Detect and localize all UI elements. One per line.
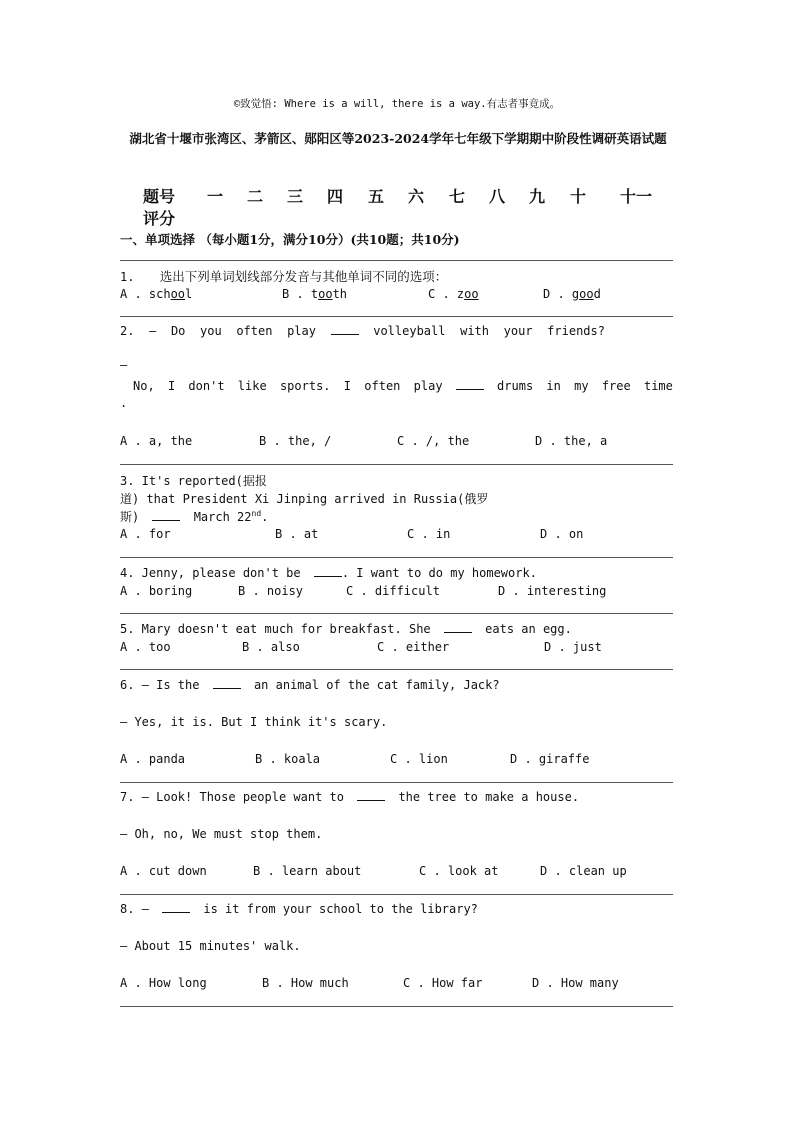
text: 5. Mary doesn't eat much for breakfast. She bbox=[120, 622, 431, 636]
question-8-reply: — About 15 minutes' walk. bbox=[120, 939, 301, 953]
text: March 22 bbox=[193, 510, 252, 524]
option-c[interactable]: C . /, the bbox=[397, 434, 470, 448]
option-text: th bbox=[332, 287, 348, 301]
score-column-1: 一 bbox=[207, 187, 224, 206]
option-d[interactable] bbox=[543, 287, 601, 301]
word: time bbox=[643, 379, 673, 393]
option-d[interactable]: D . on bbox=[540, 527, 584, 541]
divider bbox=[120, 894, 673, 895]
option-text: C . z bbox=[428, 287, 465, 301]
word: volleyball bbox=[373, 324, 446, 338]
word: in bbox=[546, 379, 561, 393]
score-column-10: 十 bbox=[570, 187, 587, 206]
option-b[interactable]: B . koala bbox=[255, 752, 321, 766]
question-4 bbox=[120, 566, 537, 580]
underlined-letters: oo bbox=[464, 287, 479, 301]
section-heading: 一、单项选择 （每小题1分，满分10分）(共10题；共10分) bbox=[120, 232, 460, 247]
question-5 bbox=[120, 622, 572, 636]
divider bbox=[120, 557, 673, 558]
answer-blank[interactable] bbox=[331, 324, 359, 335]
question-8 bbox=[120, 902, 478, 916]
word: often bbox=[364, 379, 401, 393]
score-column-2: 二 bbox=[247, 187, 264, 206]
option-b[interactable]: B . learn about bbox=[253, 864, 362, 878]
question-number: 1. bbox=[120, 270, 135, 284]
text: . I want to do my homework. bbox=[341, 566, 537, 580]
option-c[interactable]: C . in bbox=[407, 527, 451, 541]
word: like bbox=[237, 379, 267, 393]
word: play bbox=[413, 379, 443, 393]
option-text: B . t bbox=[282, 287, 319, 301]
option-a[interactable]: A . a, the bbox=[120, 434, 193, 448]
word: your bbox=[503, 324, 533, 338]
option-c[interactable] bbox=[428, 287, 479, 301]
divider bbox=[120, 782, 673, 783]
option-text: d bbox=[593, 287, 601, 301]
question-3-line-2: 道) that President Xi Jinping arrived in Russia(俄罗 bbox=[120, 492, 489, 506]
option-b[interactable]: B . at bbox=[275, 527, 319, 541]
option-a[interactable]: A . too bbox=[120, 640, 171, 654]
option-a[interactable]: A . boring bbox=[120, 584, 193, 598]
word: Do bbox=[170, 324, 186, 338]
text: eats an egg. bbox=[485, 622, 572, 636]
option-b[interactable]: B . noisy bbox=[238, 584, 304, 598]
option-a[interactable]: A . cut down bbox=[120, 864, 207, 878]
text: 6. — Is the bbox=[120, 678, 200, 692]
answer-blank[interactable] bbox=[314, 566, 342, 577]
option-text: A . sch bbox=[120, 287, 171, 301]
text: 7. — Look! Those people want to bbox=[120, 790, 344, 804]
text: 4. Jenny, please don't be bbox=[120, 566, 301, 580]
word: I bbox=[167, 379, 176, 393]
option-d[interactable]: D . the, a bbox=[535, 434, 608, 448]
word: sports. bbox=[279, 379, 331, 393]
divider bbox=[120, 1006, 673, 1007]
text: 斯) bbox=[120, 510, 140, 524]
option-c[interactable]: C . lion bbox=[390, 752, 448, 766]
question-2 bbox=[120, 324, 605, 338]
option-d[interactable]: D . clean up bbox=[540, 864, 627, 878]
word: free bbox=[601, 379, 631, 393]
option-text: l bbox=[185, 287, 193, 301]
word: — bbox=[149, 324, 157, 338]
question-7 bbox=[120, 790, 579, 804]
score-column-7: 七 bbox=[449, 187, 466, 206]
option-b[interactable] bbox=[282, 287, 347, 301]
answer-blank[interactable] bbox=[444, 622, 472, 633]
dash: — bbox=[120, 358, 128, 372]
score-column-11: 十一 bbox=[620, 187, 653, 206]
divider bbox=[120, 613, 673, 614]
option-b[interactable]: B . How much bbox=[262, 976, 349, 990]
text: is it from your school to the library? bbox=[203, 902, 478, 916]
page-motto: ©致觉悟: Where is a will, there is a way.有志者事竟成。 bbox=[233, 98, 561, 110]
option-a[interactable]: A . How long bbox=[120, 976, 207, 990]
option-c[interactable]: C . look at bbox=[419, 864, 499, 878]
score-column-3: 三 bbox=[287, 187, 304, 206]
question-stem: 选出下列单词划线部分发音与其他单词不同的选项： bbox=[159, 269, 448, 284]
answer-blank[interactable] bbox=[213, 678, 241, 689]
superscript: nd bbox=[251, 509, 262, 518]
answer-blank[interactable] bbox=[357, 790, 385, 801]
option-c[interactable]: C . either bbox=[377, 640, 450, 654]
underlined-letters: oo bbox=[579, 287, 594, 301]
exam-title: 湖北省十堰市张湾区、茅箭区、郧阳区等2023-2024学年七年级下学期期中阶段性调研英语试题 bbox=[129, 131, 667, 146]
option-b[interactable]: B . also bbox=[242, 640, 300, 654]
period: . bbox=[120, 396, 128, 410]
option-d[interactable]: D . interesting bbox=[498, 584, 607, 598]
question-3-line-3 bbox=[120, 508, 268, 525]
question-3-line-1: 3. It's reported(据报 bbox=[120, 474, 267, 488]
score-column-9: 九 bbox=[529, 187, 546, 206]
text: . bbox=[261, 510, 269, 524]
divider bbox=[120, 260, 673, 261]
word: drums bbox=[497, 379, 534, 393]
answer-blank[interactable] bbox=[162, 902, 190, 913]
option-d[interactable]: D . giraffe bbox=[510, 752, 590, 766]
option-b[interactable]: B . the, / bbox=[259, 434, 332, 448]
question-7-reply: — Oh, no, We must stop them. bbox=[120, 827, 323, 841]
word: No, bbox=[133, 379, 155, 393]
question-6-reply: — Yes, it is. But I think it's scary. bbox=[120, 715, 388, 729]
underlined-letters: oo bbox=[170, 287, 186, 301]
score-column-6: 六 bbox=[408, 187, 425, 206]
score-column-4: 四 bbox=[327, 187, 344, 206]
option-c[interactable]: C . How far bbox=[403, 976, 483, 990]
word: don't bbox=[188, 379, 225, 393]
option-a[interactable]: A . panda bbox=[120, 752, 186, 766]
score-row-label: 题号 bbox=[143, 187, 176, 206]
word: you bbox=[200, 324, 222, 338]
option-a[interactable] bbox=[120, 287, 192, 301]
option-a[interactable]: A . for bbox=[120, 527, 171, 541]
divider bbox=[120, 669, 673, 670]
word: my bbox=[574, 379, 589, 393]
option-text: D . g bbox=[543, 287, 580, 301]
word: friends? bbox=[547, 324, 605, 338]
divider bbox=[120, 464, 673, 465]
underlined-letters: oo bbox=[318, 287, 333, 301]
text: 8. — bbox=[120, 902, 149, 916]
word: play bbox=[287, 324, 316, 338]
word: 2. bbox=[120, 324, 135, 338]
answer-blank[interactable] bbox=[152, 510, 180, 521]
word: often bbox=[236, 324, 273, 338]
option-c[interactable]: C . difficult bbox=[346, 584, 440, 598]
text: the tree to make a house. bbox=[398, 790, 580, 804]
option-d[interactable]: D . How many bbox=[532, 976, 619, 990]
score-column-8: 八 bbox=[489, 187, 506, 206]
word: with bbox=[460, 324, 490, 338]
question-2-reply bbox=[133, 379, 673, 393]
text: an animal of the cat family, Jack? bbox=[253, 678, 500, 692]
divider bbox=[120, 316, 673, 317]
score-column-5: 五 bbox=[368, 187, 385, 206]
answer-blank[interactable] bbox=[456, 379, 484, 390]
option-d[interactable]: D . just bbox=[544, 640, 602, 654]
question-1 bbox=[120, 267, 447, 285]
score-label: 评分 bbox=[143, 209, 176, 228]
question-6 bbox=[120, 678, 500, 692]
word: I bbox=[343, 379, 352, 393]
